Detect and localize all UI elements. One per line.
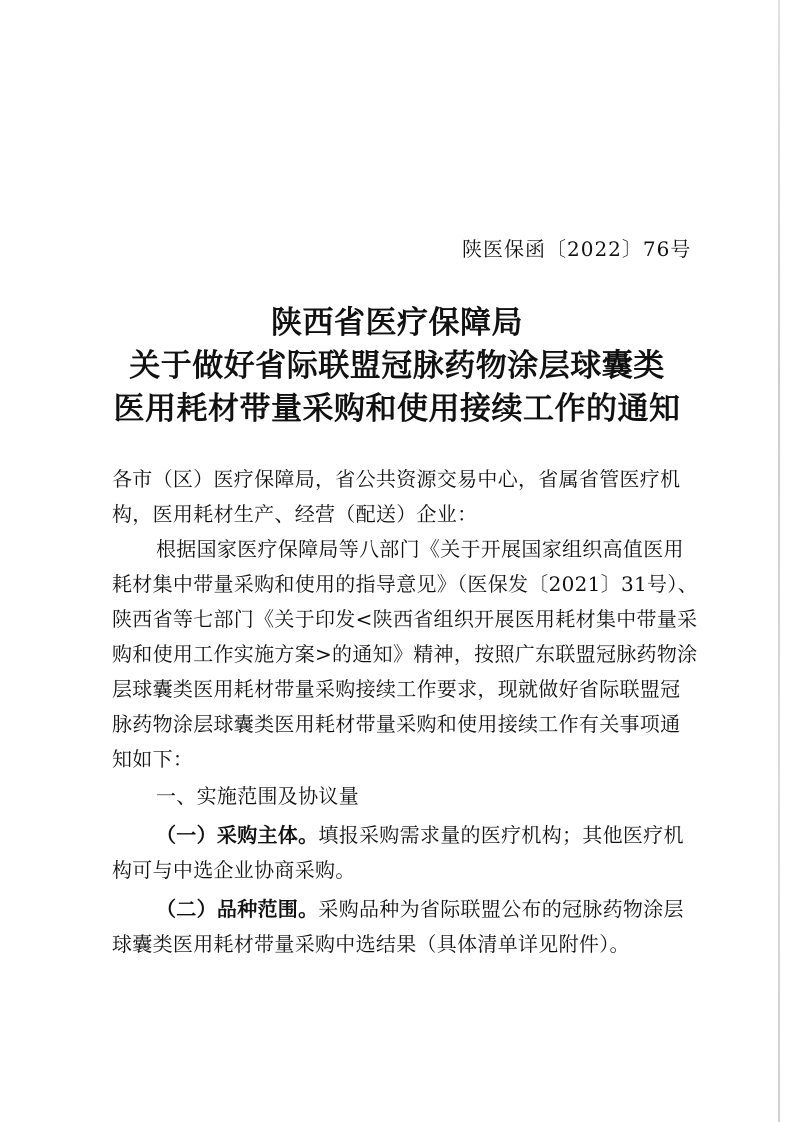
item-2-line-1 [112,892,692,927]
document-body [112,462,698,962]
intro-line-5: 层球囊类医用耗材带量采购接续工作要求，现就做好省际联盟冠 [112,677,681,701]
intro-line-1: 根据国家医疗保障局等八部门《关于开展国家组织高值医用 [156,537,684,561]
document-number: 陕医保函〔2022〕76号 [462,237,692,261]
item-1-line-1 [112,818,692,853]
title-line-3: 医用耗材带量采购和使用接续工作的通知 [113,391,681,427]
document-title [0,302,794,431]
item-1-text: 填报采购需求量的医疗机构；其他医疗机 [318,823,684,847]
section-1-heading: 一、实施范围及协议量 [156,784,359,808]
intro-line-2: 耗材集中带量采购和使用的指导意见》（医保发〔2021〕31号）、 [112,572,698,596]
intro-line-4: 购和使用工作实施方案>的通知》精神，按照广东联盟冠脉药物涂 [112,642,698,666]
item-1-lead: （一）采购主体。 [156,823,319,847]
scan-edge-line [778,0,780,1122]
intro-line-7: 知如下： [112,747,194,771]
intro-line-3: 陕西省等七部门《关于印发<陕西省组织开展医用耗材集中带量采 [112,607,698,631]
item-2-text: 采购品种为省际联盟公布的冠脉药物涂层 [318,897,684,921]
addressee-line-1: 各市（区）医疗保障局，省公共资源交易中心，省属省管医疗机 [112,467,681,491]
item-2-lead: （二）品种范围。 [156,897,319,921]
item-2-line-2: 球囊类医用耗材带量采购中选结果（具体清单详见附件）。 [112,932,630,956]
title-line-1: 陕西省医疗保障局 [271,305,523,341]
intro-line-6: 脉药物涂层球囊类医用耗材带量采购和使用接续工作有关事项通 [112,712,681,736]
title-line-2: 关于做好省际联盟冠脉药物涂层球囊类 [129,348,665,384]
addressee-line-2: 构，医用耗材生产、经营（配送）企业： [112,502,478,526]
item-1-line-2: 构可与中选企业协商采购。 [112,858,356,882]
